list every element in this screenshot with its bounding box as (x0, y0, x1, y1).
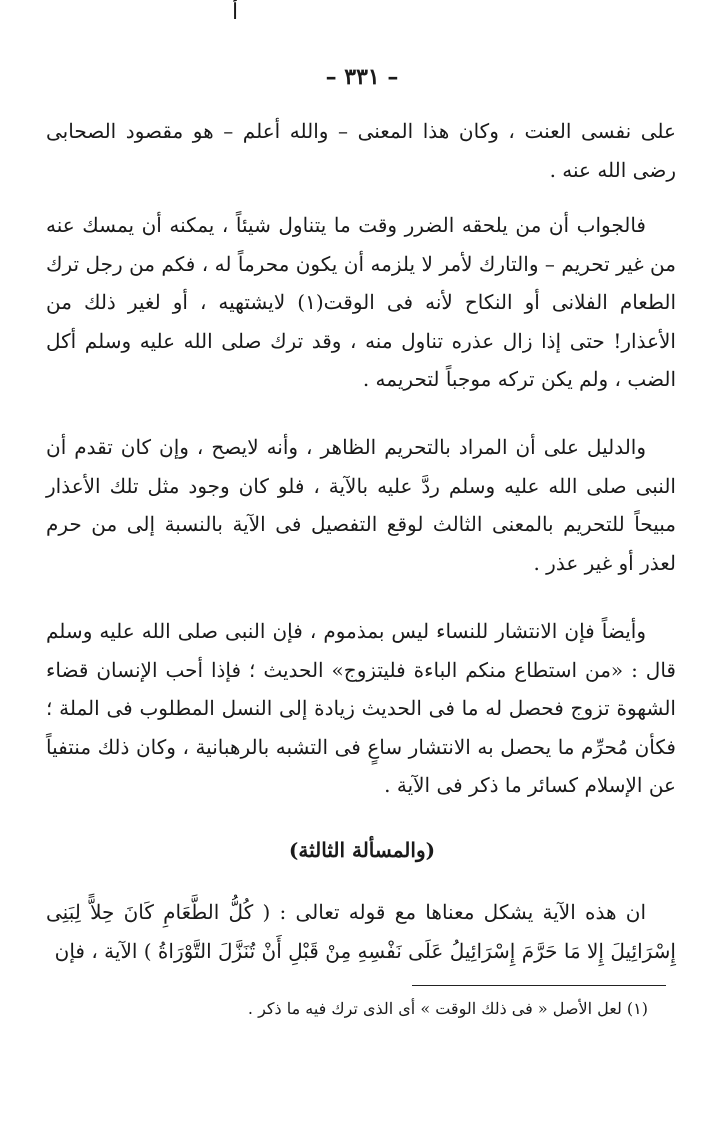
paragraph-additionally (46, 612, 676, 805)
page-number: – ٣٣١ – (325, 64, 399, 90)
paragraph-text: فالجواب أن من يلحقه الضرر وقت ما يتناول شيئاً ، يمكنه أن يمسك عنه من غير تحريم – والتارك لأمر لا يلزمه أن يكون محرماً له ، فكم من رجل ترك الطعام الفلانى أو النكاح لأنه فى الوقت(١) لايشتهيه ، أو لغير ذلك من الأعذار! حتى إذا زال عذره تناول منه ، وقد ترك صلى الله عليه وسلم أكل الضب ، ولم يكن تركه موجباً لتحريمه . (46, 213, 676, 392)
paragraph-text: على نفسى العنت ، وكان هذا المعنى – والله أعلم – هو مقصود الصحابى رضى الله عنه . (46, 119, 676, 182)
paragraph-text: ان هذه الآية يشكل معناها مع قوله تعالى : ( كُلُّ الطَّعَامِ كَانَ حِلاًّ لِبَنِى إِسْرَائِيلَ إِلا مَا حَرَّمَ إِسْرَائِيلُ عَلَى نَفْسِهِ مِنْ قَبْلِ أَنْ تُنَزَّلَ التَّوْرَاةُ ) الآية ، فإن (46, 900, 676, 963)
paragraph-answer (46, 206, 676, 399)
footnote: (١) لعل الأصل « فى ذلك الوقت » أى الذى ترك فيه ما ذكر . (247, 999, 648, 1018)
paragraph-evidence (46, 428, 676, 582)
corner-mark: أ (232, 0, 239, 25)
footnote-divider (412, 985, 666, 986)
section-heading: (والمسألة الثالثة) (288, 838, 436, 862)
paragraph-third-issue (46, 893, 676, 970)
paragraph-text: والدليل على أن المراد بالتحريم الظاهر ، وأنه لايصح ، وإن كان تقدم أن النبى صلى الله عليه وسلم ردَّ عليه بالآية ، فلو كان وجود مثل تلك الأعذار مبيحاً للتحريم بالمعنى الثالث لوقع التفصيل فى الآية بالنسبة إلى من حرم لعذر أو غير عذر . (46, 435, 676, 575)
paragraph-continuation (46, 112, 676, 189)
paragraph-text: وأيضاً فإن الانتشار للنساء ليس بمذموم ، فإن النبى صلى الله عليه وسلم قال : «من استطاع منكم الباءة فليتزوج» الحديث ؛ فإذا أحب الإنسان قضاء الشهوة تزوج فحصل له ما فى الحديث زيادة إلى النسل المطلوب فى الملة ؛ فكأن مُحرِّم ما يحصل به الانتشار ساعٍ فى التشبه بالرهبانية ، وكان ذلك منتفياً عن الإسلام كسائر ما ذكر فى الآية . (46, 619, 676, 798)
